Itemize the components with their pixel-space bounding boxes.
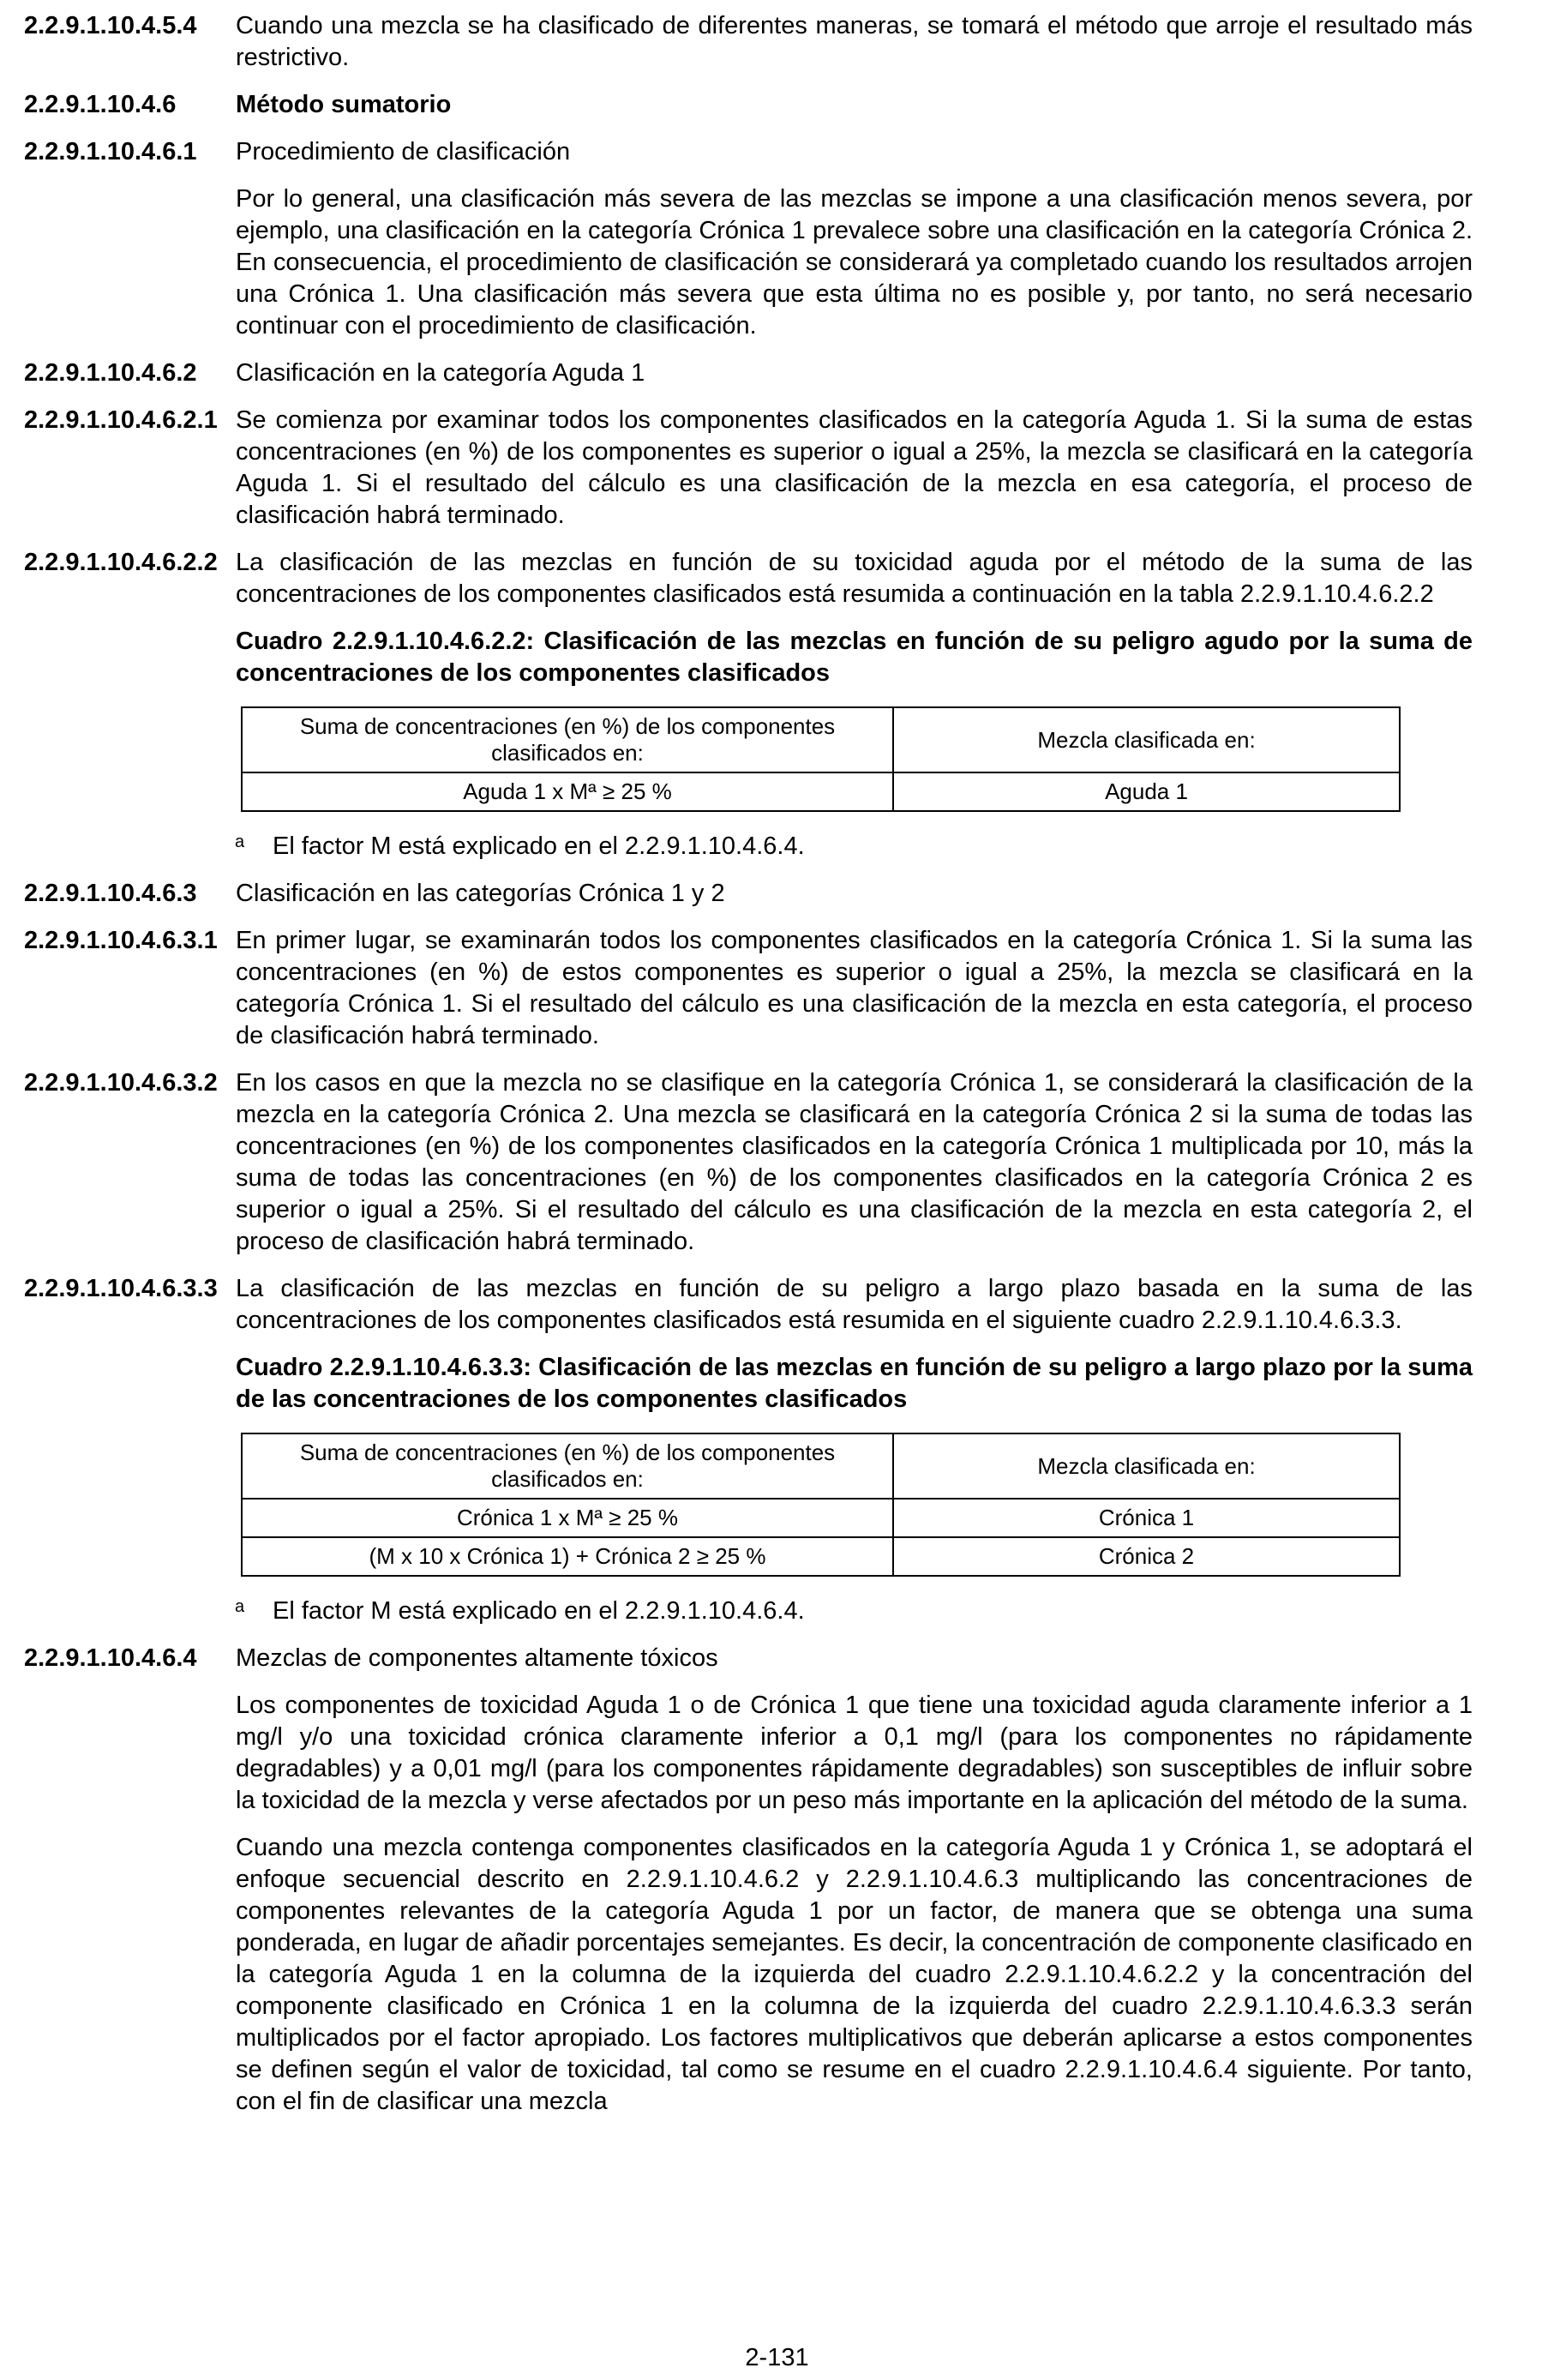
- section-number: 2.2.9.1.10.4.6.3.3: [24, 1275, 218, 1302]
- table-header-cell: Suma de concentraciones (en %) de los componentes clasificados en:: [242, 1433, 893, 1499]
- section-text: Cuando una mezcla se ha clasificado de diferentes maneras, se tomará el método que arroje el resultado más restrictivo.: [236, 12, 1473, 71]
- table-cell: (M x 10 x Crónica 1) + Crónica 2 ≥ 25 %: [242, 1537, 893, 1576]
- section-number: 2.2.9.1.10.4.6.2.1: [24, 406, 218, 434]
- table-header-row: [242, 1433, 1400, 1499]
- section-number: 2.2.9.1.10.4.5.4: [24, 12, 197, 39]
- table-cell: Crónica 1 x Mª ≥ 25 %: [242, 1499, 893, 1537]
- paragraph: Por lo general, una clasificación más severa de las mezclas se impone a una clasificación menos severa, por ejemplo, una clasificación en la categoría Crónica 1 prevalece sobre una clasificación en la categoría Crónica 2. En consecuencia, el procedimiento de clasificación se considerará ya completado cuando los resultados arrojen una Crónica 1. Una clasificación más severa que esta última no es posible y, por tanto, no será necesario continuar con el procedimiento de clasificación.: [236, 185, 1473, 340]
- section-text: La clasificación de las mezclas en función de su peligro a largo plazo basada en la suma de las concentraciones de los componentes clasificados está resumida en el siguiente cuadro 2.2.9.1.10.4.6.3.3.: [236, 1275, 1473, 1334]
- table-footnote: [235, 831, 1473, 862]
- section-number: 2.2.9.1.10.4.6.3: [24, 880, 197, 907]
- section-number: 2.2.9.1.10.4.6: [24, 91, 177, 118]
- table-header-cell: Mezcla clasificada en:: [893, 1433, 1400, 1499]
- section-number: 2.2.9.1.10.4.6.3.1: [24, 927, 218, 954]
- table-footnote: [235, 1596, 1473, 1627]
- table-row: [242, 772, 1400, 811]
- document-page: [24, 10, 1473, 2133]
- section-heading: Clasificación en la categoría Aguda 1: [236, 359, 645, 387]
- section-2-2-9-1-10-4-6-3-3: [24, 1273, 1473, 1337]
- table-cell: Crónica 2: [893, 1537, 1400, 1576]
- section-heading: Método sumatorio: [236, 91, 452, 118]
- table-header-row: [242, 707, 1400, 772]
- section-2-2-9-1-10-4-6-4: [24, 1643, 1473, 1674]
- footnote-text: El factor M está explicado en el 2.2.9.1.10.4.6.4.: [273, 832, 805, 860]
- section-2-2-9-1-10-4-6-1: [24, 136, 1473, 168]
- section-number: 2.2.9.1.10.4.6.4: [24, 1644, 197, 1672]
- table-row: [242, 1537, 1400, 1576]
- section-text: La clasificación de las mezclas en función de su toxicidad aguda por el método de la suma de las concentraciones de los componentes clasificados está resumida a continuación en la tabla 2.2.9.1.10.4.6.2.2: [236, 549, 1473, 608]
- classification-table-acute: [241, 706, 1401, 812]
- table-cell: Crónica 1: [893, 1499, 1400, 1537]
- table-cell: Aguda 1 x Mª ≥ 25 %: [242, 772, 893, 811]
- section-heading: Procedimiento de clasificación: [236, 138, 571, 165]
- section-2-2-9-1-10-4-6-3: [24, 878, 1473, 910]
- section-heading: Clasificación en las categorías Crónica 1 y 2: [236, 880, 725, 907]
- section-text: En primer lugar, se examinarán todos los componentes clasificados en la categoría Crónica 1. Si la suma las concentraciones (en %) de estos componentes es superior o igual a 25%, la mezcla se clasificará en la categoría Crónica 1. Si el resultado del cálculo es una clasificación de la mezcla en esta categoría, el proceso de clasificación habrá terminado.: [236, 927, 1473, 1049]
- table-row: [242, 1499, 1400, 1537]
- table-caption: Cuadro 2.2.9.1.10.4.6.2.2: Clasificación de las mezclas en función de su peligro agudo por la suma de concentraciones de los componentes clasificados: [236, 628, 1473, 687]
- section-number: 2.2.9.1.10.4.6.2: [24, 359, 197, 387]
- section-2-2-9-1-10-4-6-2: [24, 358, 1473, 389]
- table-header-cell: Mezcla clasificada en:: [893, 707, 1400, 772]
- classification-table-chronic: [241, 1433, 1401, 1577]
- footnote-mark: a: [235, 832, 245, 851]
- paragraph: Los componentes de toxicidad Aguda 1 o de Crónica 1 que tiene una toxicidad aguda claramente inferior a 1 mg/l y/o una toxicidad crónica claramente inferior a 0,1 mg/l (para los componentes no rápidamente degradables) y a 0,01 mg/l (para los componentes rápidamente degradables) son susceptibles de influir sobre la toxicidad de la mezcla y verse afectados por un peso más importante en la aplicación del método de la suma.: [236, 1692, 1473, 1814]
- table-caption: Cuadro 2.2.9.1.10.4.6.3.3: Clasificación de las mezclas en función de su peligro a largo plazo por la suma de las concentraciones de los componentes clasificados: [236, 1354, 1473, 1413]
- section-2-2-9-1-10-4-6-3-2: [24, 1067, 1473, 1258]
- section-number: 2.2.9.1.10.4.6.2.2: [24, 549, 218, 576]
- section-text: En los casos en que la mezcla no se clasifique en la categoría Crónica 1, se considerará la clasificación de la mezcla en la categoría Crónica 2. Una mezcla se clasificará en la categoría Crónica 2 si la suma de todas las concentraciones (en %) de los componentes clasificados en la categoría Crónica 1 multiplicada por 10, más la suma de todas las concentraciones (en %) de los componentes clasificados en la categoría Crónica 2 es superior o igual a 25%. Si el resultado del cálculo es una clasificación de la mezcla en esta categoría 2, el proceso de clasificación habrá terminado.: [236, 1069, 1473, 1255]
- section-2-2-9-1-10-4-6: [24, 89, 1473, 121]
- section-2-2-9-1-10-4-6-2-1: [24, 405, 1473, 532]
- table-cell: Aguda 1: [893, 772, 1400, 811]
- section-2-2-9-1-10-4-5-4: [24, 10, 1473, 74]
- footnote-text: El factor M está explicado en el 2.2.9.1.10.4.6.4.: [273, 1597, 805, 1625]
- section-text: Se comienza por examinar todos los componentes clasificados en la categoría Aguda 1. Si la suma de estas concentraciones (en %) de los componentes es superior o igual a 25%, la mezcla se clasificará en la categoría Aguda 1. Si el resultado del cálculo es una clasificación de la mezcla en esa categoría, el proceso de clasificación habrá terminado.: [236, 406, 1473, 529]
- page-number: 2-131: [745, 2344, 809, 2371]
- section-2-2-9-1-10-4-6-3-1: [24, 925, 1473, 1052]
- section-number: 2.2.9.1.10.4.6.3.2: [24, 1069, 218, 1097]
- paragraph: Cuando una mezcla contenga componentes clasificados en la categoría Aguda 1 y Crónica 1, se adoptará el enfoque secuencial descrito en 2.2.9.1.10.4.6.2 y 2.2.9.1.10.4.6.3 multiplicando las concentraciones de componentes relevantes de la categoría Aguda 1 por un factor, de manera que se obtenga una suma ponderada, en lugar de añadir porcentajes semejantes. Es decir, la concentración de componente clasificado en la categoría Aguda 1 en la columna de la izquierda del cuadro 2.2.9.1.10.4.6.2.2 y la concentración del componente clasificado en Crónica 1 en la columna de la izquierda del cuadro 2.2.9.1.10.4.6.3.3 serán multiplicados por el factor apropiado. Los factores multiplicativos que deberán aplicarse a estos componentes se definen según el valor de toxicidad, tal como se resume en el cuadro 2.2.9.1.10.4.6.4 siguiente. Por tanto, con el fin de clasificar una mezcla: [236, 1834, 1473, 2115]
- section-2-2-9-1-10-4-6-2-2: [24, 547, 1473, 610]
- footnote-mark: a: [235, 1597, 245, 1616]
- table-header-cell: Suma de concentraciones (en %) de los componentes clasificados en:: [242, 707, 893, 772]
- section-heading: Mezclas de componentes altamente tóxicos: [236, 1644, 718, 1672]
- section-number: 2.2.9.1.10.4.6.1: [24, 138, 197, 165]
